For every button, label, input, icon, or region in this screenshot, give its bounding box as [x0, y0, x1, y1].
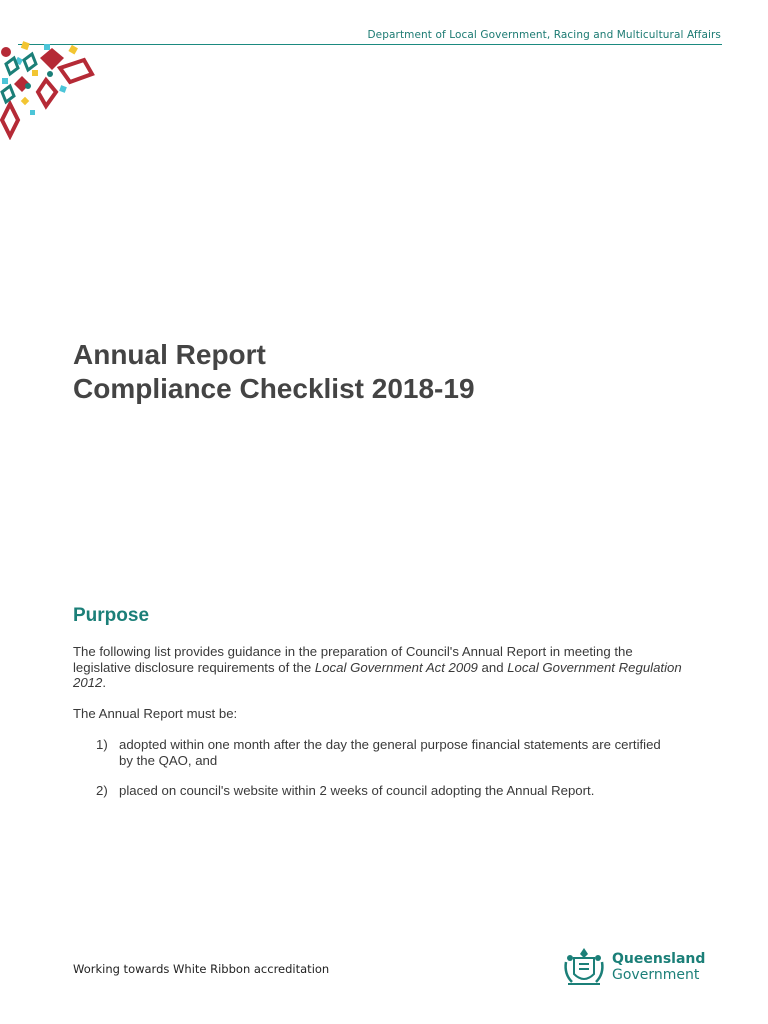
list-item-number: 2) — [96, 783, 108, 798]
header-divider — [18, 44, 722, 45]
list-item — [96, 783, 676, 799]
list-item-number: 1) — [96, 737, 108, 752]
act-name: Local Government Act 2009 — [314, 659, 478, 675]
list-item — [96, 737, 676, 768]
purpose-heading: Purpose — [73, 605, 150, 626]
must-be-paragraph: The Annual Report must be: — [73, 706, 238, 721]
list-item-text: adopted within one month after the day the general purpose financial statements are certified by the QAO, and — [119, 737, 661, 768]
list-item-text: placed on council's website within 2 weeks of council adopting the Annual Report. — [119, 783, 595, 798]
department-name: Department of Local Government, Racing and Multicultural Affairs — [367, 29, 721, 41]
white-ribbon-text: Working towards White Ribbon accreditation — [73, 962, 330, 976]
intro-text-start: The following list provides guidance in the preparation of Council's Annual Report in meeting the legislative disclosure requirements of the — [73, 644, 633, 675]
intro-text-end: . — [102, 675, 107, 690]
decorative-pattern-graphic — [0, 40, 95, 140]
logo-line-2: Government — [612, 967, 700, 983]
regulation-name: Local Government Regulation 2012 — [73, 659, 682, 690]
logo-line-1: Queensland — [612, 951, 706, 967]
document-title — [73, 338, 475, 406]
purpose-intro-paragraph — [73, 644, 693, 691]
intro-connector: and — [477, 659, 508, 675]
title-line-1: Annual Report — [73, 339, 266, 370]
queensland-government-logo — [562, 944, 705, 990]
title-line-2: Compliance Checklist 2018-19 — [73, 373, 475, 404]
crest-icon — [562, 944, 606, 990]
requirements-list — [96, 737, 676, 814]
logo-wordmark — [612, 951, 705, 983]
